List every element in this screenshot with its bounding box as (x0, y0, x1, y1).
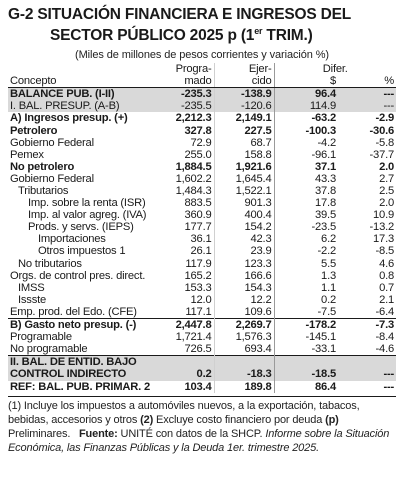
row-ejercido: 189.8 (214, 381, 274, 393)
table-row (8, 245, 396, 257)
row-label: Gobierno Federal (10, 136, 94, 149)
row-dif-pct: -8.5 (375, 245, 395, 258)
row-label: No tributarios (18, 257, 82, 270)
table-row (8, 209, 396, 221)
row-dif-pct: --- (338, 100, 396, 112)
row-dif-abs: 37.8 (274, 185, 338, 197)
row-label: CONTROL INDIRECTO (8, 368, 158, 380)
report-subtitle: (Miles de millones de pesos corrientes y variación %) (75, 49, 329, 62)
row-programado: 117.1 (185, 305, 212, 318)
row-programado: 1,884.5 (175, 160, 212, 173)
row-programado: 0.2 (158, 368, 214, 380)
row-dif-pct: 4.6 (379, 257, 395, 270)
row-label: Gobierno Federal (10, 172, 94, 185)
row-dif-abs: 43.3 (274, 173, 338, 185)
source-label: Fuente: (78, 427, 118, 440)
col-programado-1: Progra- (175, 63, 212, 76)
row-ejercido: 154.3 (214, 282, 274, 294)
row-ejercido: 1,645.4 (214, 173, 274, 185)
table-row (8, 319, 396, 332)
row-dif-abs: 114.9 (274, 100, 338, 112)
table-row (8, 282, 396, 294)
footnote-2-text: Excluye costo financiero por deuda (153, 413, 326, 426)
row-ejercido: 1,576.3 (214, 331, 274, 343)
row-label: Petrolero (10, 124, 58, 137)
row-label: Tributarios (18, 185, 69, 197)
table-row (8, 258, 396, 270)
row-dif-abs: -33.1 (274, 343, 338, 356)
row-ejercido: 12.2 (214, 294, 274, 306)
table-row (8, 185, 396, 197)
row-dif-abs: -2.2 (274, 245, 338, 257)
row-dif-abs: 39.5 (274, 209, 338, 221)
row-label: Issste (18, 293, 47, 306)
table-row (8, 88, 396, 101)
title-line-2: SECTOR PÚBLICO 2025 p (1er TRIM.) (50, 26, 313, 45)
row-label: Imp. sobre la renta (ISR) (28, 197, 146, 210)
table-row (8, 125, 396, 137)
row-dif-pct: -8.4 (375, 331, 395, 344)
source-text: UNITÉ con datos de la SHCP. (117, 427, 266, 440)
row-programado: 1,721.4 (175, 331, 212, 344)
row-ejercido: 154.2 (214, 221, 274, 233)
row-ejercido: -120.6 (214, 100, 274, 112)
report-title (8, 6, 396, 44)
row-dif-abs: 96.4 (274, 88, 338, 101)
row-ejercido: 1,522.1 (214, 185, 274, 197)
row-label: B) Gasto neto presup. (-) (8, 319, 158, 332)
title-line-1: G-2 SITUACIÓN FINANCIERA E INGRESOS DEL (8, 6, 351, 23)
row-ejercido: -138.9 (214, 88, 274, 101)
row-dif-abs: -96.1 (274, 149, 338, 161)
row-programado: 327.8 (184, 124, 212, 137)
row-ejercido: 1,921.6 (214, 161, 274, 173)
row-programado: 26.1 (190, 245, 212, 258)
financial-table (8, 63, 396, 392)
row-dif-abs (274, 356, 338, 369)
row-label: Emp. prod. del Edo. (CFE) (10, 305, 137, 318)
row-ejercido: 2,269.7 (214, 319, 274, 332)
row-dif-abs: -18.5 (274, 368, 338, 380)
table-row (8, 356, 396, 369)
table-row (8, 161, 396, 173)
table-row (8, 100, 396, 112)
row-ejercido: 901.3 (214, 197, 274, 209)
row-programado: 1,602.2 (175, 172, 212, 185)
header-row-2 (8, 75, 396, 88)
row-label: Importaciones (38, 233, 106, 246)
row-ejercido: 166.6 (214, 270, 274, 282)
row-label: Otros impuestos 1 (38, 245, 126, 258)
row-dif-pct: -7.3 (338, 319, 396, 332)
row-label: Orgs. de control pres. direct. (10, 269, 146, 282)
table-row (8, 137, 396, 149)
row-ejercido: 68.7 (214, 137, 274, 149)
table-row (8, 331, 396, 343)
row-programado: 2,212.3 (175, 112, 212, 125)
row-ejercido: 42.3 (214, 233, 274, 245)
footnote-1-mark: (1) (8, 399, 21, 412)
footnote (8, 396, 396, 455)
row-dif-pct: -37.7 (369, 148, 395, 161)
col-dif-pct: % (338, 75, 396, 88)
row-label: Pemex (10, 148, 44, 161)
table-row (8, 197, 396, 209)
row-programado: -235.3 (158, 88, 214, 101)
row-programado: 36.1 (190, 233, 212, 246)
row-label: IMSS (18, 281, 45, 294)
row-dif-pct: 2.0 (379, 197, 395, 210)
row-dif-pct: -13.2 (369, 221, 395, 234)
row-ejercido: 123.3 (214, 258, 274, 270)
row-dif-pct: -6.4 (375, 305, 395, 318)
row-dif-abs: 17.8 (274, 197, 338, 209)
row-programado: 117.9 (185, 257, 212, 270)
table-row (8, 270, 396, 282)
footnote-p-text: Preliminares. (8, 427, 71, 440)
row-dif-abs: 37.1 (274, 161, 338, 173)
row-dif-pct: -5.8 (375, 136, 395, 149)
row-programado: 153.3 (184, 281, 212, 294)
row-label: A) Ingresos presup. (+) (10, 112, 128, 125)
row-dif-abs: -100.3 (274, 125, 338, 137)
row-programado (158, 356, 214, 369)
row-programado: -235.5 (158, 100, 214, 112)
row-dif-pct: -4.6 (375, 343, 395, 356)
footnote-p-mark: (p) (325, 413, 339, 426)
table-row (8, 368, 396, 380)
row-ejercido: 400.4 (214, 209, 274, 221)
row-programado: 2,447.8 (158, 319, 214, 332)
row-label: Programable (10, 331, 72, 344)
col-ejercido-1: Ejer- (214, 63, 274, 75)
row-ejercido: 693.4 (214, 343, 274, 356)
row-programado: 12.0 (190, 293, 212, 306)
row-programado: 726.5 (184, 343, 212, 356)
row-dif-pct: 10.9 (373, 209, 395, 222)
row-programado: 103.4 (184, 380, 212, 393)
row-programado: 72.9 (190, 136, 212, 149)
row-dif-abs: -145.1 (274, 331, 338, 343)
col-concepto: Concepto (8, 75, 158, 88)
row-programado: 360.9 (184, 209, 212, 222)
row-programado: 165.2 (184, 269, 212, 282)
table-row (8, 149, 396, 161)
col-difer: Difer. (274, 63, 396, 75)
row-dif-abs: 6.2 (274, 233, 338, 245)
row-dif-abs: 0.2 (274, 294, 338, 306)
row-dif-abs: -63.2 (274, 112, 338, 124)
row-dif-pct: --- (338, 368, 396, 380)
row-ejercido: 23.9 (214, 245, 274, 257)
row-dif-pct: 0.8 (379, 269, 395, 282)
row-label: II. BAL. DE ENTID. BAJO (8, 356, 158, 369)
footnote-2-mark: (2) (140, 413, 154, 426)
table-row (8, 173, 396, 185)
col-ejercido-2: cido (214, 75, 274, 88)
col-dif-abs: $ (274, 75, 338, 88)
row-dif-pct: -2.9 (375, 112, 395, 125)
table-row (8, 381, 396, 393)
row-dif-pct: 2.1 (379, 293, 395, 306)
row-label: No programable (10, 343, 88, 356)
table-row (8, 221, 396, 233)
row-programado: 255.0 (184, 148, 212, 161)
table-row (8, 294, 396, 306)
row-programado: 883.5 (184, 197, 212, 210)
row-dif-abs: 86.4 (274, 381, 338, 393)
row-label: No petrolero (10, 160, 75, 173)
header-row-1 (8, 63, 396, 75)
row-programado: 177.7 (184, 221, 212, 234)
col-programado-2: mado (158, 75, 214, 88)
table-row (8, 233, 396, 245)
row-ejercido: -18.3 (214, 368, 274, 380)
table-row (8, 112, 396, 124)
row-ejercido: 109.6 (214, 306, 274, 319)
row-dif-abs: 5.5 (274, 258, 338, 270)
source-publication: Informe sobre la Situación Económica, las Finanzas Públicas y la Deuda 1er. trimestre 2025. (8, 427, 390, 454)
row-dif-abs: 1.3 (274, 270, 338, 282)
row-label: I. BAL. PRESUP. (A-B) (8, 100, 158, 112)
row-dif-abs: -4.2 (274, 137, 338, 149)
row-ejercido: 227.5 (214, 125, 274, 137)
row-dif-pct: -30.6 (369, 124, 395, 137)
row-dif-pct: 2.7 (379, 172, 395, 185)
row-dif-abs: -178.2 (274, 319, 338, 332)
row-ejercido: 158.8 (214, 149, 274, 161)
row-dif-pct: 0.7 (379, 281, 395, 294)
row-dif-abs: -7.5 (274, 306, 338, 319)
row-ejercido (214, 356, 274, 369)
footnote-1-text: Incluye los impuestos a automóviles nuevos, a la exportación, tabacos, bebidas, accesorios y otros (8, 399, 360, 426)
table-row (8, 343, 396, 356)
table-row (8, 306, 396, 319)
table-body (8, 88, 396, 393)
row-label: Prods. y servs. (IEPS) (28, 221, 134, 234)
row-dif-abs: 1.1 (274, 282, 338, 294)
row-dif-pct: 17.3 (373, 233, 395, 246)
row-dif-abs: -23.5 (274, 221, 338, 233)
row-label: REF: BAL. PUB. PRIMAR. 2 (10, 380, 151, 393)
row-programado: 1,484.3 (175, 185, 212, 197)
row-label: Imp. al valor agreg. (IVA) (28, 209, 147, 222)
row-dif-pct: --- (338, 88, 396, 101)
row-dif-pct (338, 356, 396, 369)
row-dif-pct: 2.5 (379, 185, 395, 197)
row-label: BALANCE PUB. (I-II) (8, 88, 158, 101)
row-ejercido: 2,149.1 (214, 112, 274, 124)
row-dif-pct: 2.0 (379, 160, 395, 173)
row-dif-pct: --- (383, 380, 395, 393)
